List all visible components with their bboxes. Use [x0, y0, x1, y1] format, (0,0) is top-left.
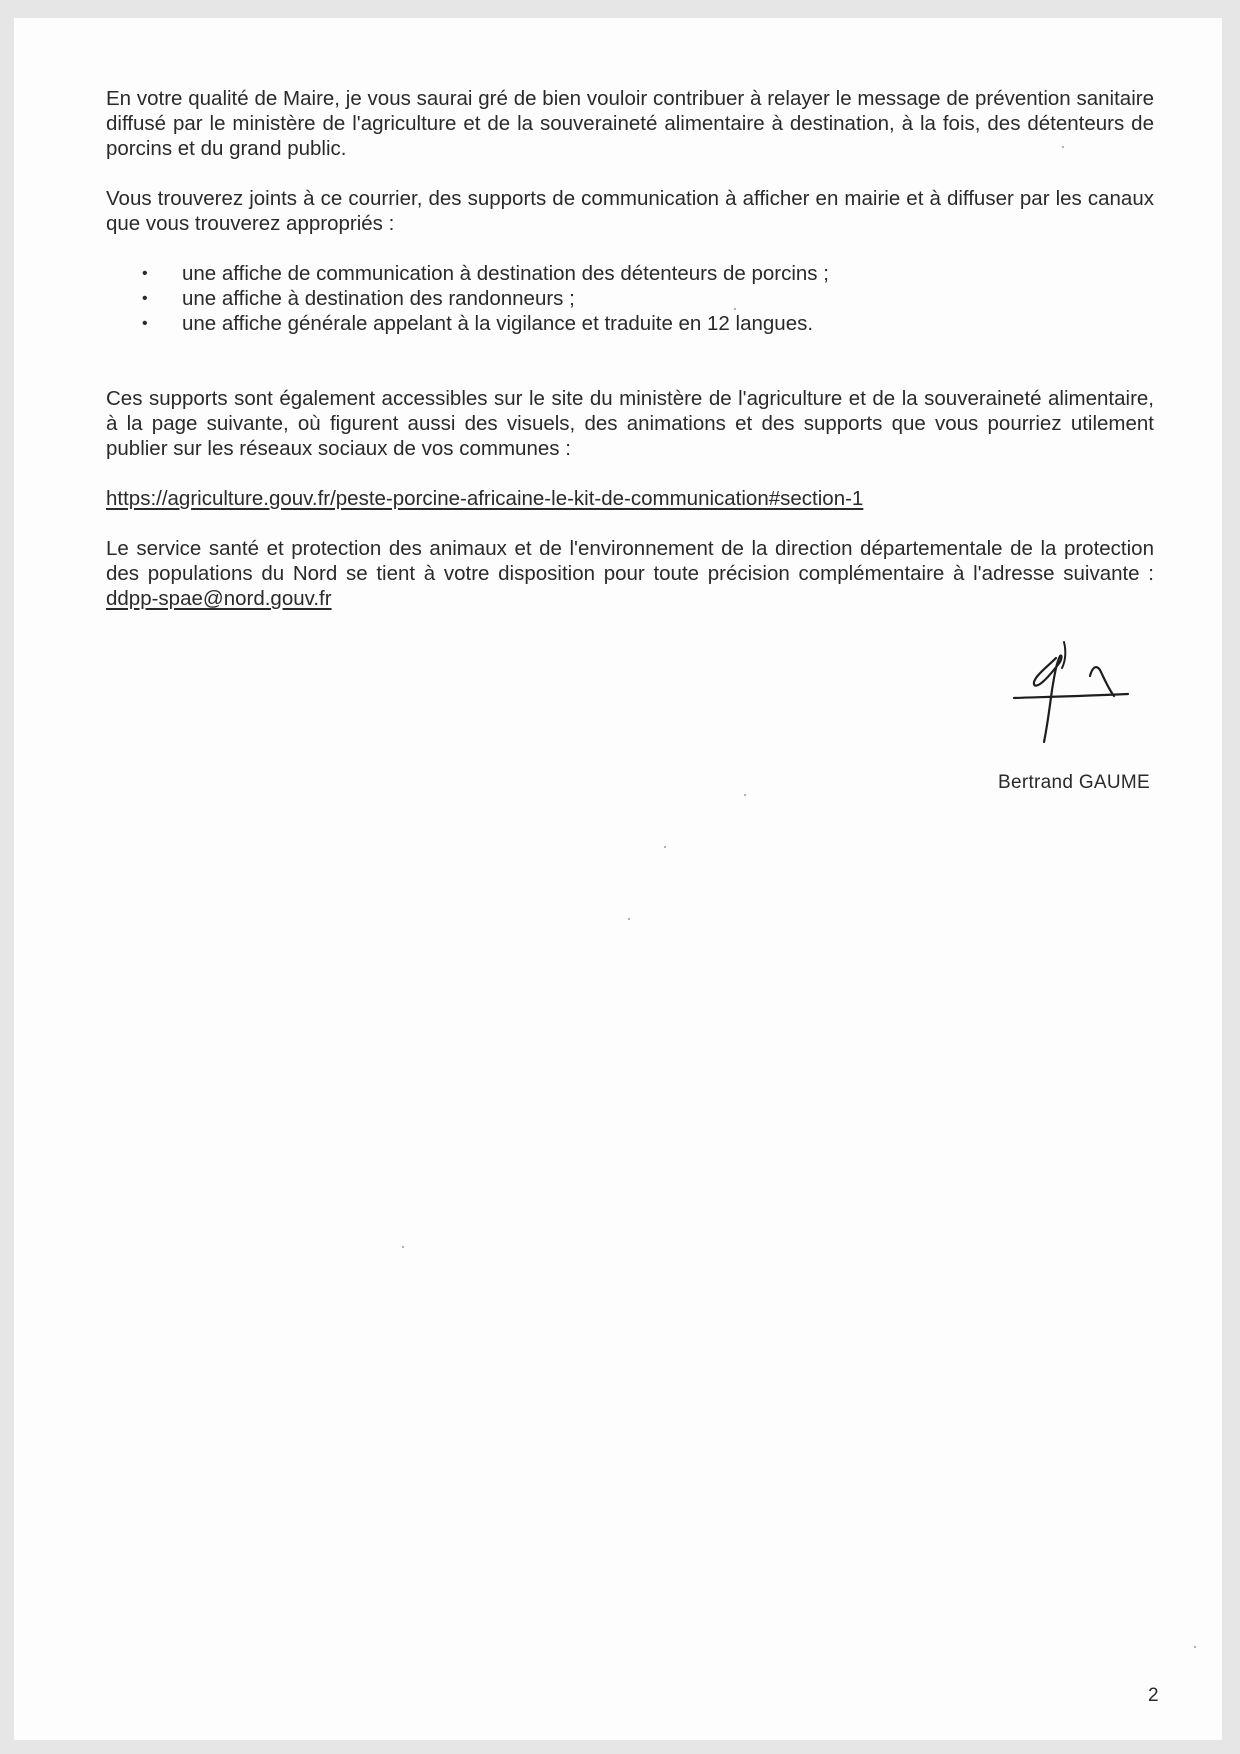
list-item-text: une affiche générale appelant à la vigilance et traduite en 12 langues.	[182, 312, 814, 335]
list-item	[106, 261, 1154, 286]
list-item	[106, 311, 1154, 336]
letter-body	[106, 86, 1154, 636]
scan-speck	[744, 794, 746, 796]
bullet-marker: •	[142, 290, 148, 307]
bullet-marker: •	[142, 265, 148, 282]
handwritten-signature	[1004, 638, 1154, 748]
paragraph-website: Ces supports sont également accessibles sur le site du ministère de l'agriculture et de la souveraineté alimentaire, à la page suivante, où figurent aussi des visuels, des animations et des supports que vous pourriez utilement publier sur les réseaux sociaux de vos communes :	[106, 387, 1154, 460]
paragraph-request: En votre qualité de Maire, je vous saurai gré de bien vouloir contribuer à relayer le message de prévention sanitaire diffusé par le ministère de l'agriculture et de la souveraineté alimentaire à destination, à la fois, des détenteurs de porcins et du grand public.	[106, 87, 1154, 160]
signer-name: Bertrand GAUME	[998, 772, 1151, 793]
scan-speck	[664, 846, 666, 848]
paragraph-attachments: Vous trouverez joints à ce courrier, des supports de communication à afficher en mairie et à diffuser par les canaux que vous trouverez appropriés :	[106, 187, 1154, 235]
contact-email-link[interactable]: ddpp-spae@nord.gouv.fr	[106, 587, 332, 610]
contact-text: Le service santé et protection des animaux et de l'environnement de la direction départementale de la protection des populations du Nord se tient à votre disposition pour toute précision complémentaire à l'adresse suivante :	[106, 537, 1154, 585]
bullet-marker: •	[142, 315, 148, 332]
attachments-list	[106, 261, 1154, 336]
link-paragraph	[106, 486, 1154, 511]
scan-speck	[1194, 1646, 1196, 1648]
letter-page	[14, 18, 1222, 1740]
scan-speck	[402, 1246, 404, 1248]
kit-communication-link[interactable]: https://agriculture.gouv.fr/peste-porcine-africaine-le-kit-de-communication#section-1	[106, 487, 864, 510]
page-number: 2	[1148, 1685, 1159, 1706]
paragraph-contact	[106, 536, 1154, 611]
list-item-text: une affiche à destination des randonneurs ;	[182, 287, 575, 310]
scan-speck	[628, 918, 630, 920]
scan-speck	[1062, 146, 1064, 148]
scan-speck	[734, 308, 736, 310]
list-item-text: une affiche de communication à destination des détenteurs de porcins ;	[182, 262, 829, 285]
list-item	[106, 286, 1154, 311]
